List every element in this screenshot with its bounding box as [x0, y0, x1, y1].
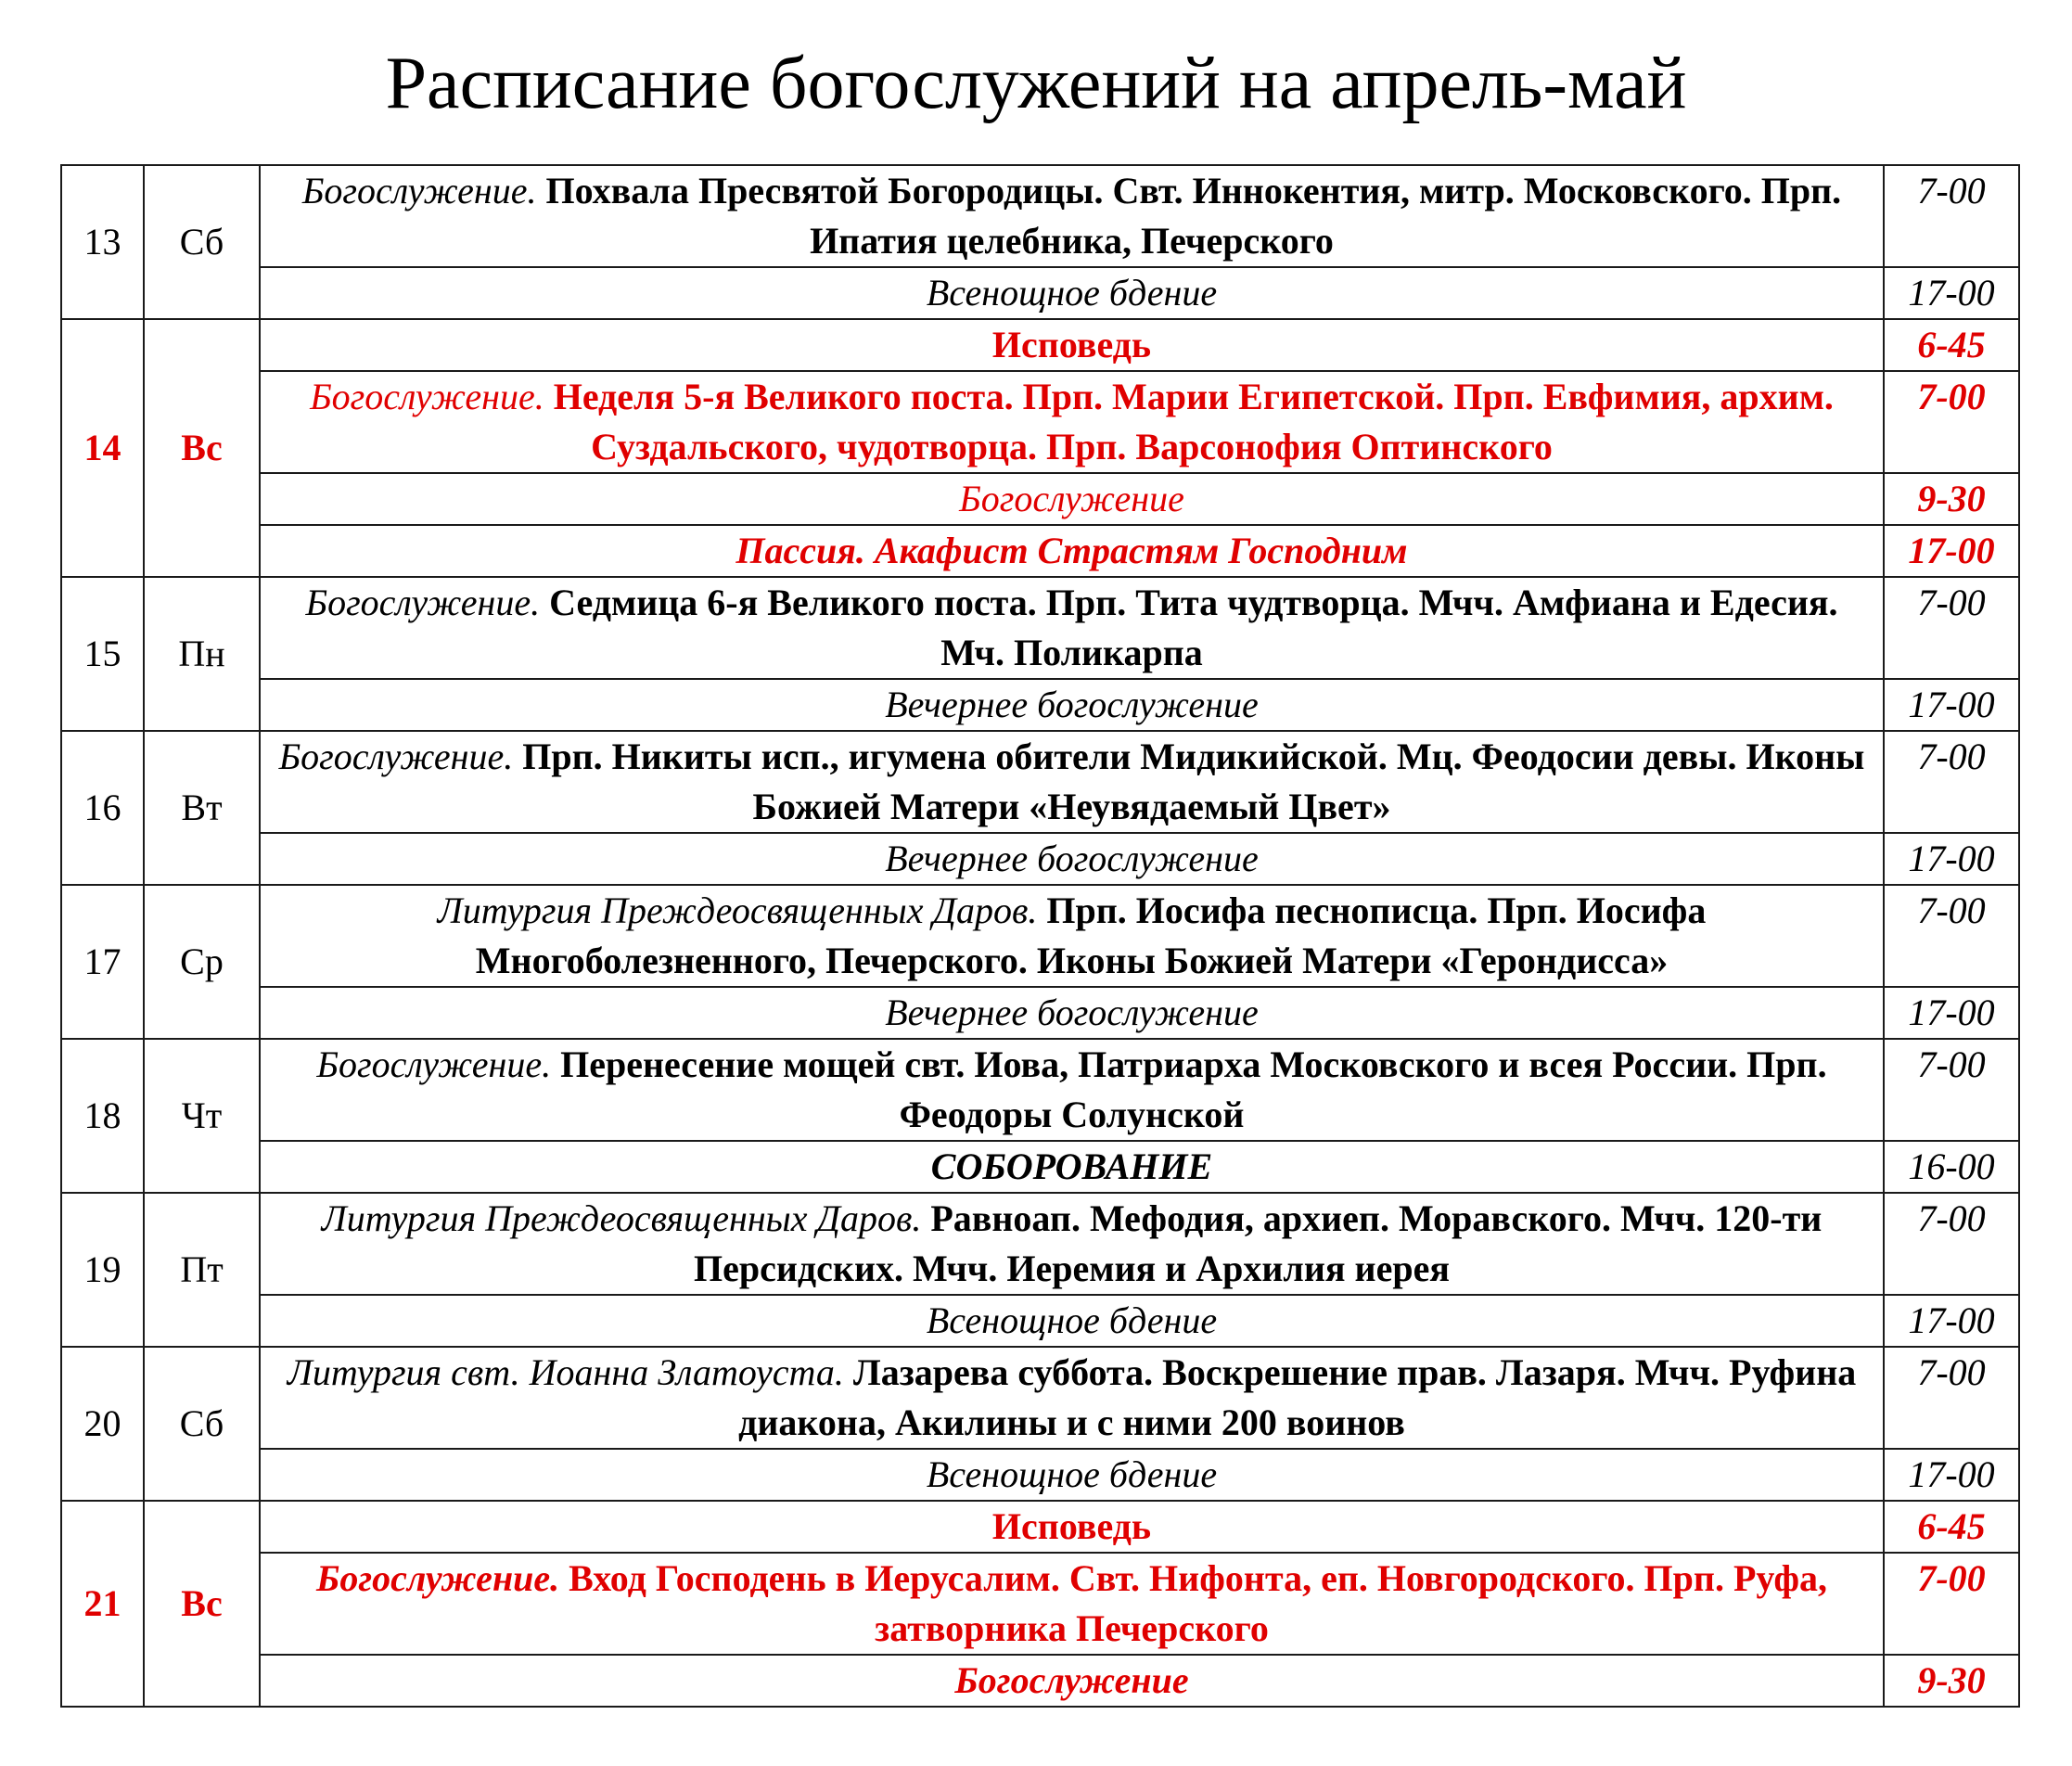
service-type: Богослужение. — [315, 1557, 560, 1599]
table-row — [61, 1193, 2019, 1295]
weekday: Сб — [144, 1347, 260, 1501]
weekday: Вс — [144, 319, 260, 577]
table-row — [61, 1141, 2019, 1193]
schedule-table — [60, 164, 2020, 1708]
weekday: Сб — [144, 165, 260, 319]
service-time: 17-00 — [1884, 1295, 2019, 1347]
weekday: Пн — [144, 577, 260, 731]
service-type: Вечернее богослужение — [885, 992, 1259, 1033]
service-cell — [260, 1655, 1884, 1707]
service-type: Всенощное бдение — [926, 1299, 1218, 1341]
service-time: 6-45 — [1884, 319, 2019, 371]
service-time: 17-00 — [1884, 679, 2019, 731]
service-description: Равноап. Мефодия, архиеп. Моравского. Мчч. 120-ти Персидских. Мчч. Иеремия и Архилия иерея — [694, 1197, 1823, 1289]
service-cell — [260, 885, 1884, 987]
service-cell — [260, 319, 1884, 371]
service-cell — [260, 1553, 1884, 1655]
service-cell — [260, 473, 1884, 525]
service-type: Богослужение. — [301, 170, 537, 211]
service-cell — [260, 1141, 1884, 1193]
table-row — [61, 1347, 2019, 1449]
service-description: Неделя 5-я Великого поста. Прп. Марии Египетской. Прп. Евфимия, архим. Суздальского, чудотворца. Прп. Варсонофия Оптинского — [553, 376, 1834, 467]
service-type: Богослужение — [954, 1659, 1189, 1701]
service-time: 7-00 — [1884, 731, 2019, 833]
table-row — [61, 1553, 2019, 1655]
service-time: 7-00 — [1884, 577, 2019, 679]
day-number: 18 — [61, 1039, 144, 1193]
service-cell — [260, 1347, 1884, 1449]
page-title: Расписание богослужений на апрель-май — [385, 43, 1687, 124]
weekday: Чт — [144, 1039, 260, 1193]
weekday: Ср — [144, 885, 260, 1039]
day-number: 13 — [61, 165, 144, 319]
service-type: Богослужение. — [305, 582, 541, 623]
service-time: 17-00 — [1884, 833, 2019, 885]
service-cell — [260, 1193, 1884, 1295]
table-row — [61, 525, 2019, 577]
service-time: 7-00 — [1884, 165, 2019, 267]
service-type: Вечернее богослужение — [885, 838, 1259, 879]
service-cell — [260, 731, 1884, 833]
service-type: СОБОРОВАНИЕ — [930, 1145, 1213, 1187]
service-cell — [260, 371, 1884, 473]
table-row — [61, 1655, 2019, 1707]
service-type: Литургия свт. Иоанна Златоуста. — [287, 1351, 844, 1393]
service-type: Богослужение. — [316, 1043, 552, 1085]
table-row — [61, 833, 2019, 885]
table-row — [61, 885, 2019, 987]
service-cell — [260, 1295, 1884, 1347]
service-type: Пассия. Акафист Страстям Господним — [735, 530, 1408, 571]
service-type: Богослужение — [959, 478, 1184, 519]
service-time: 7-00 — [1884, 1553, 2019, 1655]
service-description: Прп. Иосифа песнописца. Прп. Иосифа Многоболезненного, Печерского. Иконы Божией Матери «Герондисса» — [475, 889, 1707, 981]
service-type: Всенощное бдение — [926, 272, 1218, 314]
service-cell — [260, 165, 1884, 267]
table-row — [61, 371, 2019, 473]
day-number: 19 — [61, 1193, 144, 1347]
table-row — [61, 165, 2019, 267]
table-row — [61, 1501, 2019, 1553]
weekday: Вт — [144, 731, 260, 885]
service-time: 16-00 — [1884, 1141, 2019, 1193]
service-description: Исповедь — [991, 324, 1152, 365]
day-number: 14 — [61, 319, 144, 577]
table-row — [61, 679, 2019, 731]
day-number: 16 — [61, 731, 144, 885]
service-description: Прп. Никиты исп., игумена обители Мидикийской. Мц. Феодосии девы. Иконы Божией Матери «Неувядаемый Цвет» — [522, 736, 1865, 827]
service-time: 17-00 — [1884, 1449, 2019, 1501]
service-description: Перенесение мощей свт. Иова, Патриарха Московского и всея России. Прп. Феодоры Солунской — [560, 1043, 1827, 1135]
service-cell — [260, 1449, 1884, 1501]
table-row — [61, 473, 2019, 525]
table-row — [61, 1039, 2019, 1141]
service-type: Богослужение. — [310, 376, 544, 417]
day-number: 21 — [61, 1501, 144, 1707]
service-description: Вход Господень в Иерусалим. Свт. Нифонта, еп. Новгородского. Прп. Руфа, затворника Печерского — [569, 1557, 1828, 1649]
service-time: 7-00 — [1884, 1039, 2019, 1141]
service-cell — [260, 267, 1884, 319]
service-time: 17-00 — [1884, 525, 2019, 577]
service-description: Седмица 6-я Великого поста. Прп. Тита чудтворца. Мчч. Амфиана и Едесия. Мч. Поликарпа — [549, 582, 1838, 673]
table-row — [61, 1295, 2019, 1347]
table-row — [61, 1449, 2019, 1501]
table-row — [61, 267, 2019, 319]
service-time: 7-00 — [1884, 1193, 2019, 1295]
service-time: 7-00 — [1884, 885, 2019, 987]
service-cell — [260, 1039, 1884, 1141]
service-cell — [260, 525, 1884, 577]
day-number: 20 — [61, 1347, 144, 1501]
service-time: 9-30 — [1884, 1655, 2019, 1707]
service-time: 6-45 — [1884, 1501, 2019, 1553]
service-type: Всенощное бдение — [926, 1453, 1218, 1495]
table-row — [61, 731, 2019, 833]
service-cell — [260, 577, 1884, 679]
table-row — [61, 319, 2019, 371]
service-time: 9-30 — [1884, 473, 2019, 525]
service-type: Литургия Преждеосвященных Даров. — [321, 1197, 922, 1239]
service-type: Богослужение. — [278, 736, 514, 777]
service-cell — [260, 833, 1884, 885]
service-description: Лазарева суббота. Воскрешение прав. Лазаря. Мчч. Руфина диакона, Акилины и с ними 200 воинов — [738, 1351, 1857, 1443]
service-type: Литургия Преждеосвященных Даров. — [437, 889, 1038, 931]
service-cell — [260, 679, 1884, 731]
service-type: Вечернее богослужение — [885, 684, 1259, 725]
weekday: Вс — [144, 1501, 260, 1707]
day-number: 15 — [61, 577, 144, 731]
service-time: 17-00 — [1884, 267, 2019, 319]
table-row — [61, 987, 2019, 1039]
service-description: Похвала Пресвятой Богородицы. Свт. Иннокентия, митр. Московского. Прп. Ипатия целебника, Печерского — [545, 170, 1842, 262]
table-row — [61, 577, 2019, 679]
weekday: Пт — [144, 1193, 260, 1347]
service-description: Исповедь — [991, 1505, 1152, 1547]
service-cell — [260, 987, 1884, 1039]
service-time: 7-00 — [1884, 371, 2019, 473]
service-time: 7-00 — [1884, 1347, 2019, 1449]
service-time: 17-00 — [1884, 987, 2019, 1039]
service-cell — [260, 1501, 1884, 1553]
day-number: 17 — [61, 885, 144, 1039]
